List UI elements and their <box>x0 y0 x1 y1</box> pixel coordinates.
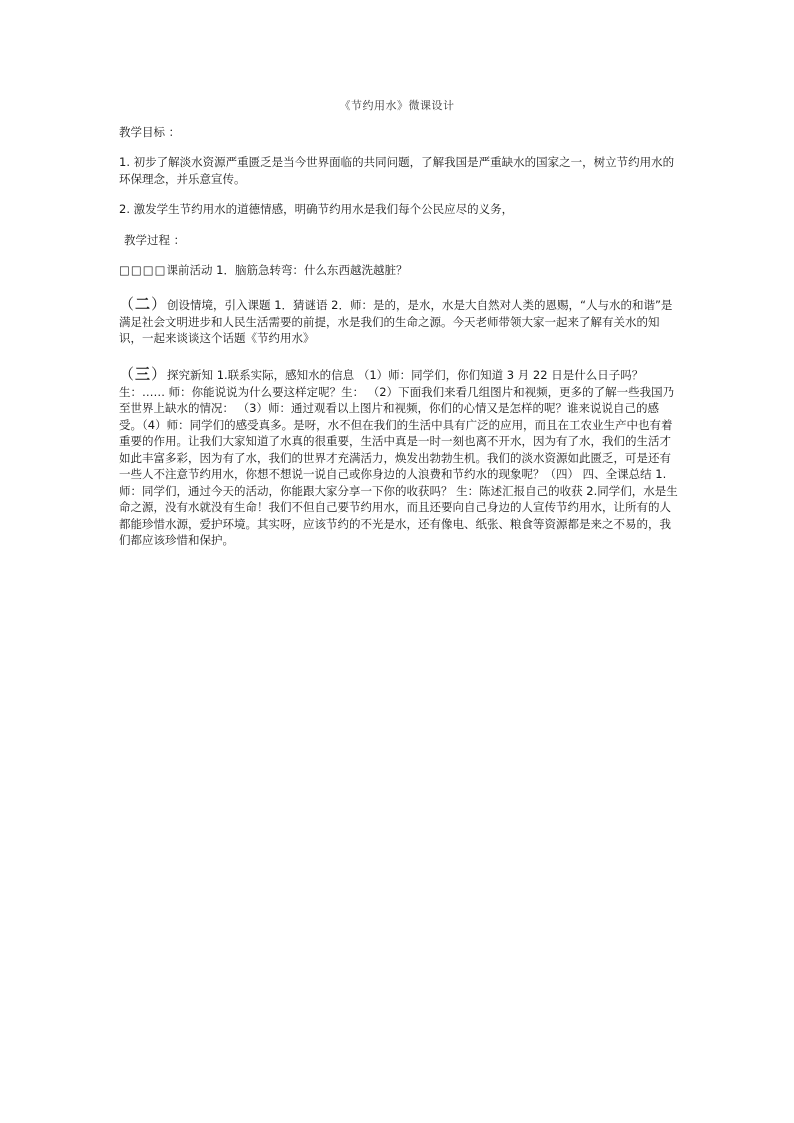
section-3-open-paren: （ <box>119 365 136 383</box>
objective-2: 2. 激发学生节约用水的道德情感，明确节约用水是我们每个公民应尽的义务， <box>119 202 514 216</box>
section-2-text: 创设情境，引入课题 1．猜谜语 2．师：是的，是水，水是大自然对人类的恩赐，“人与水的和谐”是满足社会文明进步和人民生活需要的前提，水是我们的生命之源。今天老师带领大家一起来了解有关水的知识，一起来谈谈这个话题《节约用水》 <box>119 298 673 345</box>
document-title: 《节约用水》微课设计 <box>339 99 455 112</box>
objective-1: 1. 初步了解淡水资源严重匮乏是当今世界面临的共同问题，了解我国是严重缺水的国家之一，树立节约用水的环保理念，并乐意宣传。 <box>119 155 675 186</box>
pre-activity-text: 课前活动 1．脑筋急转弯：什么东西越洗越脏？ <box>166 263 408 277</box>
section-2-close-paren: ） <box>151 295 168 313</box>
placeholder-boxes: □□□□ <box>119 263 167 277</box>
section-2-number: 二 <box>135 295 152 313</box>
section-3-marker <box>119 365 167 383</box>
section-3-number: 三 <box>135 365 152 383</box>
pre-activity <box>119 262 679 279</box>
section-2-marker <box>119 295 167 313</box>
section-3-text: 探究新知 1.联系实际，感知水的信息 （1）师：同学们，你们知道 3 月 22 日是什么日子吗？ 生：…… 师：你能说说为什么要这样定呢？生： （2）下面我们来看几组图片和视频，更多的了解一些我国乃至世界上缺水的情况： （3）师：通过观看以上图片和视频，你们的心情又是怎样的呢？谁来说说自己的感受。（4）师：同学们的感受真多。是呀，水不但在我们的生活中具有广泛的应用，而且在工农业生产中也有着重要的作用。让我们大家知道了水真的很重要，生活中真是一时一刻也离不开水，因为有了水，我们的生活才如此丰富多彩，因为有了水，我们的世界才充满活力，焕发出勃勃生机。我们的淡水资源如此匮乏，可是还有一些人不注意节约用水，你想不想说一说自己或你身边的人浪费和节约水的现象呢？（四） 四、全课总结 1. 师：同学们，通过今天的活动，你能跟大家分享一下你的收获吗？ 生：陈述汇报自己的收获 2.同学们，水是生命之源，没有水就没有生命！我们不但自己要节约用水，而且还要向自己身边的人宣传节约用水，让所有的人都能珍惜水源，爱护环境。其实呀，应该节约的不光是水，还有像电、纸张、粮食等资源都是来之不易的，我们都应该珍惜和保护。 <box>119 368 678 547</box>
objectives-heading: 教学目标 ： <box>119 125 181 139</box>
section-3-close-paren: ） <box>151 365 168 383</box>
process-heading: 教学过程 ： <box>124 233 186 247</box>
section-2 <box>119 296 679 347</box>
section-2-open-paren: （ <box>119 295 136 313</box>
section-3 <box>119 366 679 549</box>
